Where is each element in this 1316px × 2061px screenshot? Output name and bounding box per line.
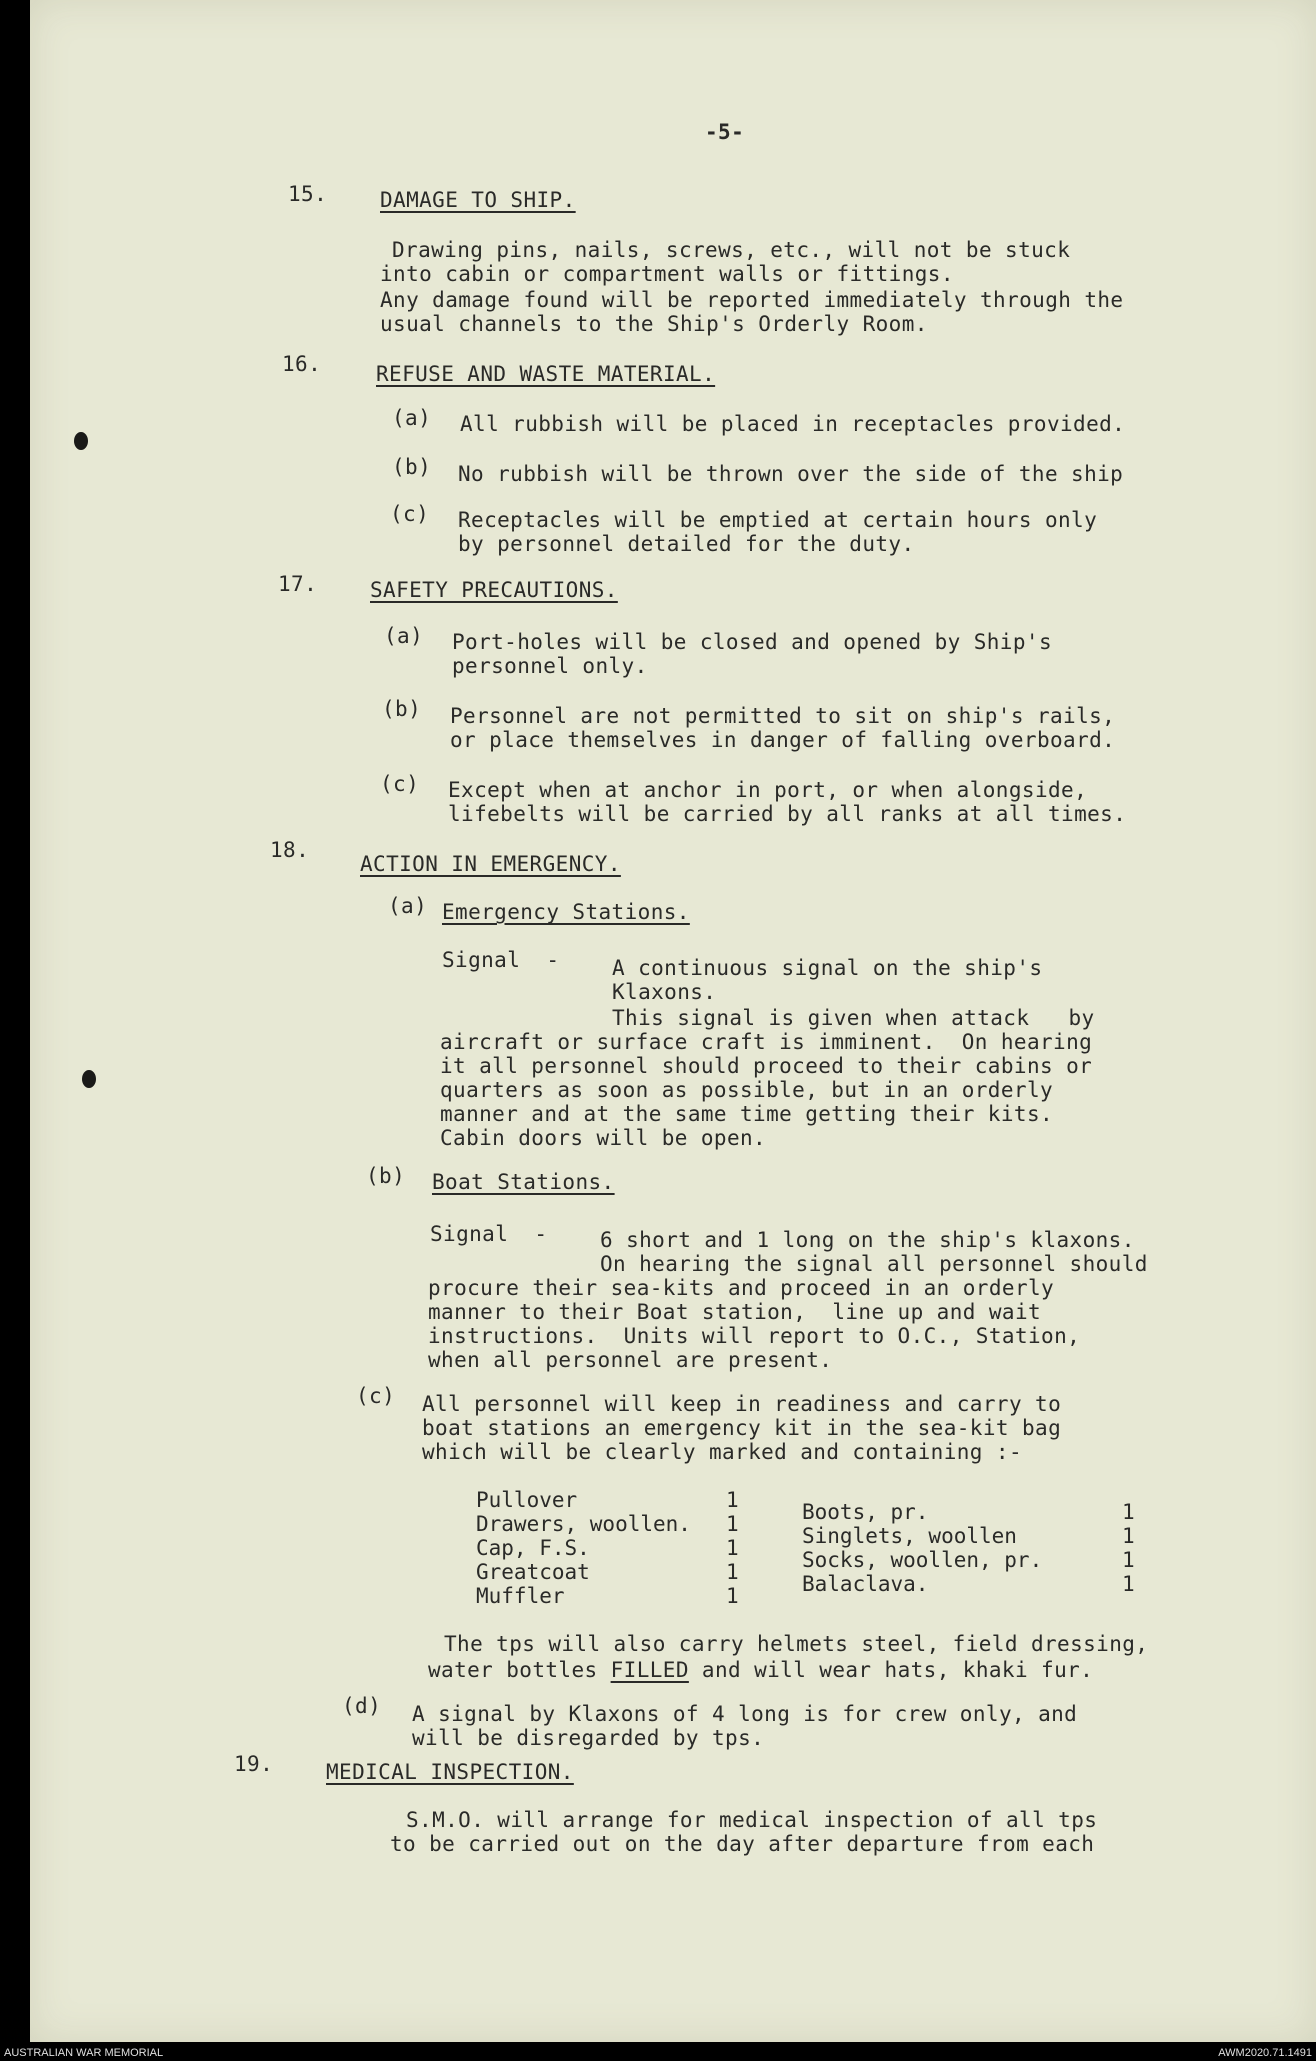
text-line: Any damage found will be reported immediately through the [380,288,1124,312]
kit-qty: 1 [726,1560,739,1584]
text-line: when all personnel are present. [428,1348,833,1372]
text-line: Personnel are not permitted to sit on ship's rails, [450,704,1116,728]
text-line: A continuous signal on the ship's [612,956,1043,980]
item-label: (c) [380,772,420,796]
text-line: Except when at anchor in port, or when alongside, [448,778,1088,802]
section-title: ACTION IN EMERGENCY. [360,852,621,876]
kit-qty: 1 [726,1488,739,1512]
text-fragment: water bottles [428,1658,611,1682]
kit-row [476,1512,796,1536]
subsection-title: Emergency Stations. [442,900,690,924]
text-line: which will be clearly marked and containing :- [422,1440,1022,1464]
kit-row [802,1500,1192,1524]
section-number: 15. [288,182,328,206]
signal-label: Signal - [442,948,560,972]
text-line: Receptacles will be emptied at certain hours only [458,508,1098,532]
text-line: S.M.O. will arrange for medical inspection of all tps [406,1808,1098,1832]
text-line: manner to their Boat station, line up and wait [428,1300,1042,1324]
text-line: manner and at the same time getting their kits. [440,1102,1054,1126]
footer-right: AWM2020.71.1491 [1218,2047,1312,2059]
item-label: (b) [392,455,432,479]
kit-qty: 1 [1122,1500,1135,1524]
kit-row [802,1548,1192,1572]
text-line [428,1658,1093,1682]
text-line: 6 short and 1 long on the ship's klaxons. [600,1228,1135,1252]
text-line: procure their sea-kits and proceed in an orderly [428,1276,1055,1300]
subsection-title: Boat Stations. [432,1170,615,1194]
kit-qty: 1 [1122,1572,1135,1596]
item-label: (a) [388,894,428,918]
page-number: -5- [705,120,745,144]
item-label: (c) [356,1384,396,1408]
text-line: it all personnel should proceed to their cabins or [440,1054,1093,1078]
kit-item: Singlets, woollen [802,1524,1017,1548]
emphasis-filled: FILLED [610,1658,689,1682]
text-line: aircraft or surface craft is imminent. On hearing [440,1030,1093,1054]
item-label: (b) [382,697,422,721]
section-title: DAMAGE TO SHIP. [380,188,576,212]
text-line: lifebelts will be carried by all ranks at all times. [448,802,1127,826]
section-number: 17. [278,572,318,596]
item-label: (d) [342,1694,382,1718]
text-line: into cabin or compartment walls or fittings. [380,262,954,286]
kit-item: Drawers, woollen. [476,1512,691,1536]
document-page [30,0,1316,2042]
kit-item: Cap, F.S. [476,1536,590,1560]
item-label: (a) [384,624,424,648]
kit-row [802,1524,1192,1548]
text-line: boat stations an emergency kit in the sea-kit bag [422,1416,1062,1440]
footer-left: AUSTRALIAN WAR MEMORIAL [4,2047,164,2059]
punch-hole [82,1070,96,1088]
kit-list-left [476,1488,796,1608]
kit-row [802,1572,1192,1596]
text-line: usual channels to the Ship's Orderly Room. [380,312,928,336]
text-line: Cabin doors will be open. [440,1126,767,1150]
text-line: On hearing the signal all personnel should [600,1252,1148,1276]
text-line: personnel only. [452,654,648,678]
section-title: SAFETY PRECAUTIONS. [370,578,618,602]
text-fragment: and will wear hats, khaki fur. [688,1658,1094,1682]
kit-qty: 1 [726,1512,739,1536]
text-line: This signal is given when attack by [612,1006,1095,1030]
item-label: (a) [392,406,432,430]
kit-item: Boots, pr. [802,1500,929,1524]
text-line: The tps will also carry helmets steel, field dressing, [444,1632,1149,1656]
kit-row [476,1536,796,1560]
text-line: All personnel will keep in readiness and carry to [422,1392,1062,1416]
kit-list-right [802,1500,1192,1596]
text-line: Drawing pins, nails, screws, etc., will not be stuck [392,238,1071,262]
kit-row [476,1488,796,1512]
text-line: Port-holes will be closed and opened by Ship's [452,630,1052,654]
kit-item: Greatcoat [476,1560,590,1584]
signal-label: Signal - [430,1222,548,1246]
kit-row [476,1560,796,1584]
kit-item: Balaclava. [802,1572,929,1596]
punch-hole [74,432,88,450]
kit-qty: 1 [726,1584,739,1608]
kit-qty: 1 [726,1536,739,1560]
section-number: 18. [270,838,310,862]
section-title: REFUSE AND WASTE MATERIAL. [376,362,716,386]
kit-row [476,1584,796,1608]
text-line: Klaxons. [612,980,717,1004]
item-label: (b) [366,1164,406,1188]
section-number: 16. [282,352,322,376]
text-line: to be carried out on the day after departure from each [390,1832,1095,1856]
text-line: instructions. Units will report to O.C., Station, [428,1324,1081,1348]
text-line: or place themselves in danger of falling overboard. [450,728,1116,752]
text-line: All rubbish will be placed in receptacles provided. [460,412,1126,436]
section-number: 19. [234,1752,274,1776]
kit-item: Muffler [476,1584,565,1608]
item-label: (c) [390,502,430,526]
text-line: by personnel detailed for the duty. [458,532,915,556]
kit-qty: 1 [1122,1548,1135,1572]
kit-item: Socks, woollen, pr. [802,1548,1043,1572]
text-line: quarters as soon as possible, but in an orderly [440,1078,1054,1102]
section-title: MEDICAL INSPECTION. [326,1760,574,1784]
text-line: A signal by Klaxons of 4 long is for crew only, and [412,1702,1078,1726]
kit-item: Pullover [476,1488,578,1512]
kit-qty: 1 [1122,1524,1135,1548]
text-line: will be disregarded by tps. [412,1726,765,1750]
text-line: No rubbish will be thrown over the side of the ship [458,462,1124,486]
